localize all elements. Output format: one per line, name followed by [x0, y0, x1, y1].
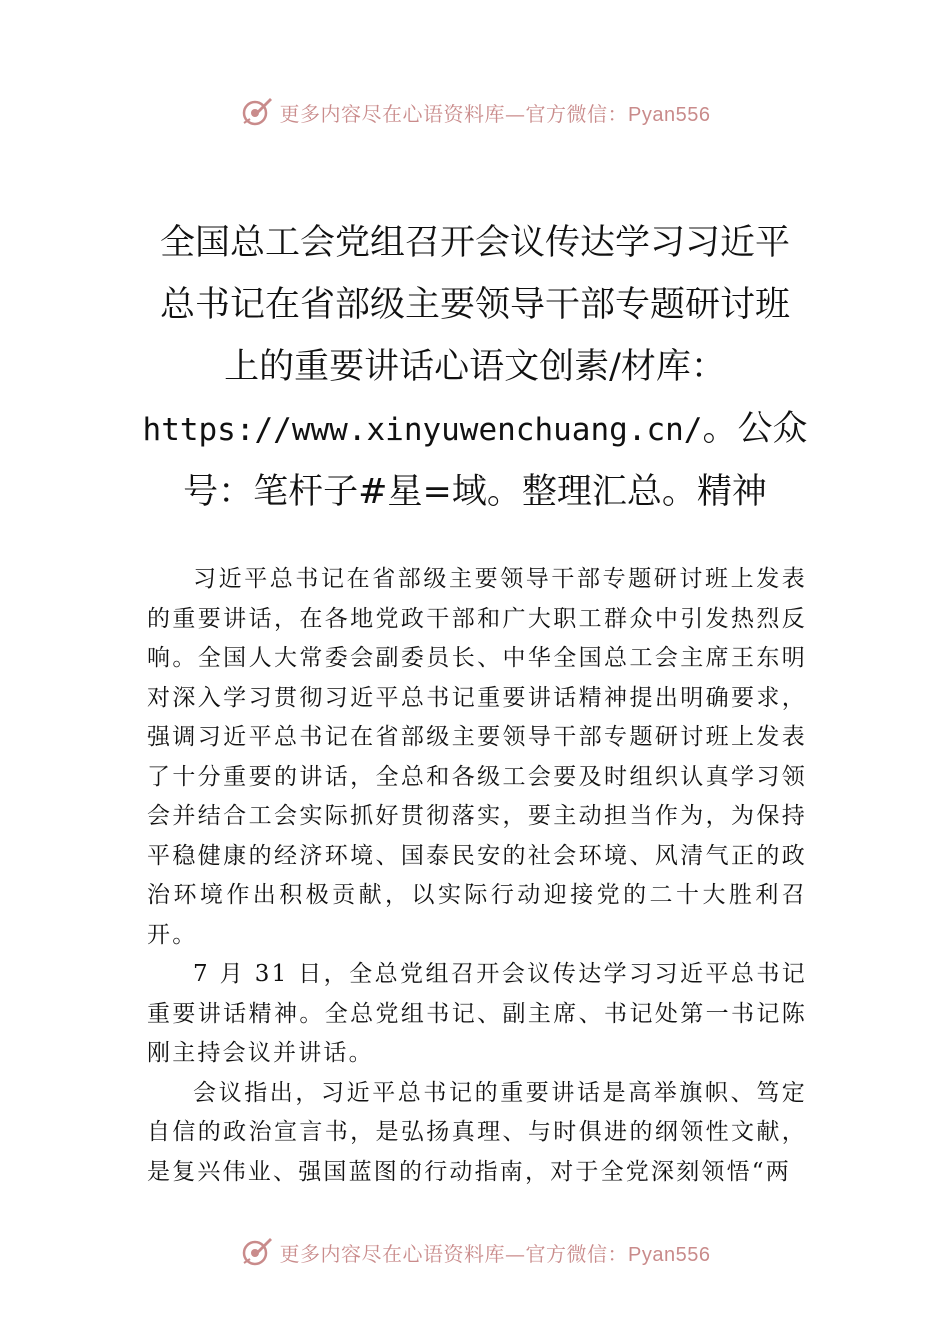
- title-line-5: 号：笔杆子#星=域。整理汇总。精神: [183, 472, 767, 512]
- title-line-3: 上的重要讲话心语文创素/材库：: [224, 347, 726, 387]
- pen-logo-icon: [240, 1235, 274, 1269]
- title-line-2: 总书记在省部级主要领导干部专题研讨班: [159, 285, 790, 325]
- watermark-banner-bottom: [0, 1232, 950, 1272]
- pen-logo-icon: [240, 95, 274, 129]
- watermark-banner-top: [0, 92, 950, 132]
- document-title: [120, 212, 830, 523]
- body-paragraph: 会议指出，习近平总书记的重要讲话是高举旗帜、笃定自信的政治宣言书，是弘扬真理、与时俱进的纲领性文献，是复兴伟业、强国蓝图的行动指南，对于全党深刻领悟“两: [147, 1079, 807, 1185]
- document-body: [147, 560, 807, 1192]
- title-line-1: 全国总工会党组召开会议传达学习习近平: [159, 223, 790, 263]
- watermark-text: 更多内容尽在心语资料库—官方微信：Pyan556: [279, 101, 711, 126]
- body-paragraph: 7 月 31 日，全总党组召开会议传达学习习近平总书记重要讲话精神。全总党组书记、副主席、书记处第一书记陈刚主持会议并讲话。: [147, 961, 807, 1066]
- title-line-4-rest: 。公众: [702, 409, 808, 449]
- title-url: https://www.xinyuwenchuang.cn/: [142, 412, 703, 448]
- body-paragraph: 习近平总书记在省部级主要领导干部专题研讨班上发表的重要讲话，在各地党政干部和广大职工群众中引发热烈反响。全国人大常委会副委员长、中华全国总工会主席王东明对深入学习贯彻习近平总书记重要讲话精神提出明确要求，强调习近平总书记在省部级主要领导干部专题研讨班上发表了十分重要的讲话，全总和各级工会要及时组织认真学习领会并结合工会实际抓好贯彻落实，要主动担当作为，为保持平稳健康的经济环境、国泰民安的社会环境、风清气正的政治环境作出积极贡献，以实际行动迎接党的二十大胜利召开。: [147, 566, 807, 948]
- watermark-text: 更多内容尽在心语资料库—官方微信：Pyan556: [279, 1241, 711, 1266]
